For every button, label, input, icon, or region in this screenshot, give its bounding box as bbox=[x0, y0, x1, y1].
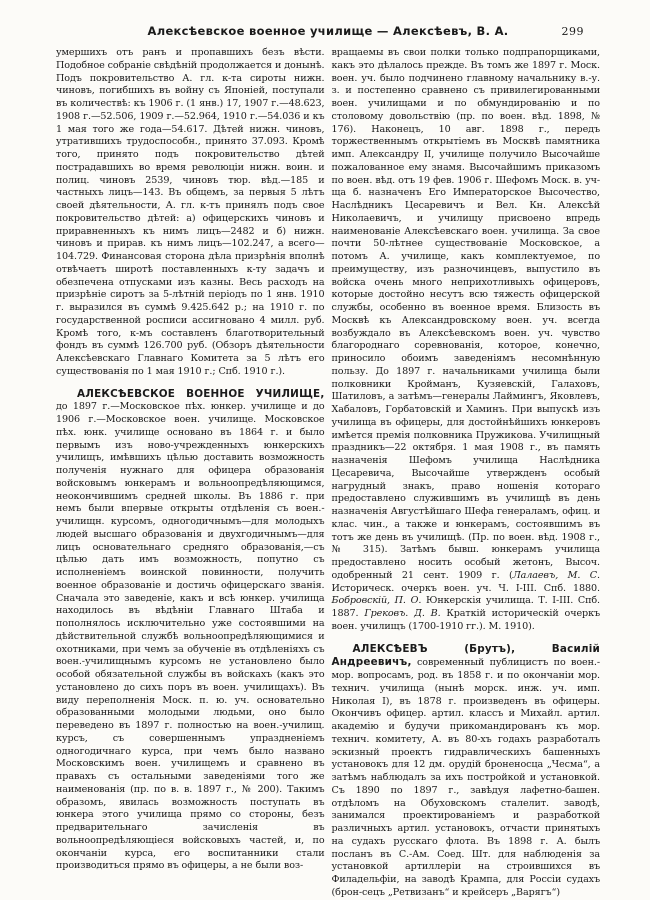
bibliography-author-bobrovsky: Бобровскій, П. О. bbox=[331, 595, 422, 607]
continuation-paragraph: умершихъ отъ ранъ и пропавшихъ безъ вѣсти. Подобное собраніе свѣдѣній продолжается и донынѣ. Подъ покровительство А. гл. к-та сироты нижн. чиновъ, погибшихъ въ войну съ Японіей, поступали въ количествѣ: къ 1906 г. (1 янв.) 17, 1907 г.—48.623, 1908 г.—52.506, 1909 г.—52.964, 1910 г.—54.036 и къ 1 мая того же года—54.617. Дѣтей нижн. чиновъ, утратившихъ трудоспособн., принято 37.093. Кромѣ того, принято подъ покровительство дѣтей пострадавшихъ во время революціи нижн. воин. и полиц. чиновъ 2539, чиновъ тюр. вѣд.—185 и частныхъ лицъ—143. Въ общемъ, за первыя 5 лѣтъ своей дѣятельности, А. гл. к-тъ принялъ подъ свое покровительство дѣтей: а) офицерскихъ чиновъ и приравненныхъ къ нимъ лицъ—2482 и б) нижн. чиновъ и прирав. къ нимъ лицъ—102.247, а всего—104.729. Финансовая сторона дѣла призрѣнія вполнѣ отвѣчаетъ широтѣ поставленныхъ к-ту задачъ и обезпечена отпусками изъ казны. Весь расходъ на призрѣніе сиротъ за 5-лѣтній періодъ по 1 янв. 1910 г. выразился въ суммѣ 9.425.642 р.; на 1910 г. по государственной росписи ассигновано 4 милл. руб. Кромѣ того, к-мъ составленъ благотворительный фондъ въ суммѣ 126.700 руб. (Обзоръ дѣятельности Алексѣевскаго Главнаго Комитета за 5 лѣтъ его существованія по 1 мая 1910 г.; Спб. 1910 г.). bbox=[56, 47, 325, 377]
right-column bbox=[332, 47, 601, 900]
entry-heading-alekseev: АЛЕКСѢЕВЪ (Брутъ), Василій Андреевичъ, bbox=[331, 642, 600, 669]
bibliography-text-2: Юнкерскія училища. Т. I-III. Спб. 1887. bbox=[331, 595, 601, 619]
text-columns bbox=[56, 47, 600, 900]
bibliography-text-3: Краткій историческій очеркъ воен. училищъ (1700-1910 гг.). М. 1910). bbox=[331, 608, 600, 632]
bibliography-author-lalaev: Лалаевъ, М. С. bbox=[512, 569, 600, 581]
article-alekseev-brut bbox=[332, 643, 601, 900]
entry-text-school-right-body: вращаемы въ свои полки только подпрапорщиками, какъ это дѣлалось прежде. Въ томъ же 1897 г. Моск. воен. уч. было подчинено главному начальнику в.-у. з. и постепенно сравнено съ привилегированными воен. училищами и по обмундированію и по столовому довольствію (пр. по воен. вѣд. 1898, № 176). Наконецъ, 10 авг. 1898 г., передъ торжественнымъ открытіемъ въ Москвѣ памятника имп. Александру II, училище получило Высочайше пожалованное ему знамя. Высочайшимъ приказомъ по воен. вѣд. отъ 19 фев. 1906 г. Шефомъ Моск. в. уч-ща б. назначенъ Его Императорское Высочество, Наслѣдникъ Цесаревичъ и Вел. Кн. Алексѣй Николаевичъ, и училищу присвоено впредь наименованіе Алексѣевскаго воен. училища. За свое почти 50-лѣтнее существованіе Московское, а потомъ А. училище, какъ комплектуемое, по преимуществу, изъ разночинцевъ, выпустило въ войска очень много неприхотливыхъ офицеровъ, которые достойно несутъ всю тяжесть офицерской службы, особенно въ военное время. Близость въ Москвѣ къ Александровскому воен. уч. всегда возбуждало въ Алексѣевскомъ воен. уч. чувство благороднаго соревнованія, которое, конечно, приносило обоимъ заведеніямъ несомнѣнную пользу. До 1897 г. начальниками училища были полковники Кройманъ, Кузяевскій, Галаховъ, Шатиловъ, а затѣмъ—генералы Лаймингъ, Яковлевъ, Хабаловъ, Горбатовскій и Хаминъ. При выпускѣ изъ училища въ офицеры, для достойнѣйшихъ юнкеровъ имѣется премія полковника Пружикова. Училищный праздникъ—22 октября. 1 мая 1908 г., въ память назначенія Шефомъ училища Наслѣдника Цесаревича, Высочайше утвержденъ особый нагрудный знакъ, право ношенія котораго предоставлено служившимъ въ училищѣ въ день назначенія Августѣйшаго Шефа генераламъ, офиц. и клас. чин., а также и юнкерамъ, состоявшимъ въ тотъ же день въ училищѣ. (Пр. по воен. вѣд. 1908 г., № 315). Затѣмъ бывш. юнкерамъ училища предоставлено носить особый жетонъ, Высоч. одобренный 21 сент. 1909 г. ( bbox=[331, 47, 600, 581]
running-title: Алексѣевское военное училище — Алексѣевъ, В. А. bbox=[147, 24, 509, 38]
page-number: 299 bbox=[561, 25, 584, 38]
entry-text-school-right bbox=[332, 47, 601, 634]
entry-heading-school: АЛЕКСѢЕВСКОЕ ВОЕННОЕ УЧИЛИЩЕ, bbox=[77, 387, 325, 400]
article-alekseevskoe-voennoe-uchilishche bbox=[56, 388, 325, 874]
page-header bbox=[56, 24, 600, 46]
entry-text-alekseev: современный публицистъ по воен.-мор. вопросамъ, род. въ 1858 г. и по окончаніи мор. технич. училища (нынѣ морск. инж. уч. имп. Николая I), въ 1878 г. произведенъ въ офицеры. Окончивъ офицер. артил. классъ и Михайл. артил. академію и будучи прикомандированъ къ мор. технич. комитету, А. въ 80-хъ годахъ разработалъ эскизный проектъ гидравлическихъ башенныхъ установокъ для 12 дм. орудій броненосца „Чесма“, а затѣмъ наблюдалъ за ихъ постройкой и установкой. Съ 1890 по 1897 г., завѣдуя лафетно-башен. отдѣломъ на Обуховскомъ сталелит. заводѣ, занимался проектированіемъ и разработкой различныхъ артил. установокъ, отчасти принятыхъ на судахъ русскаго флота. Въ 1898 г. А. былъ посланъ въ С.-Ам. Соед. Шт. для наблюденія за установкой артиллеріи на строившихся въ Филадельфіи, на заводѣ Крампа, для Россіи судахъ (брон-сецъ „Ретвизанъ“ и крейсеръ „Варягъ“) bbox=[331, 657, 600, 898]
bibliography-author-grekov: Грековъ. Д. В. bbox=[364, 608, 441, 619]
entry-text-school-left: до 1897 г.—Московское пѣх. юнкер. училище и до 1906 г.—Московское воен. училище. Московское пѣх. юнк. училище основано въ 1864 г. и было первымъ изъ ново-учрежденныхъ юнкерскихъ училищъ, имѣвшихъ цѣлью доставить возможность полученія нужнаго для офицера образованія войсковымъ юнкерамъ и вольноопредѣляющимся, неокончившимъ средней школы. Въ 1886 г. при немъ были впервые открыты отдѣленія съ воен.-училищн. курсомъ, одногодичнымъ—для молодыхъ людей высшаго образованія и двухгодичнымъ—для лицъ основательнаго средняго образованія,—съ цѣлью дать имъ возможность, попутно съ исполненіемъ воинской повинности, получить военное образованіе и достичь офицерскаго званія. Сначала это заведеніе, какъ и всѣ юнкер. училища находилось въ вѣдѣніи Главнаго Штаба и пополнялось исключительно уже состоявшими на дѣйствительной службѣ вольноопредѣляющимися и охотниками, при чемъ за обученіе въ отдѣленіяхъ съ воен.-училищнымъ курсомъ не установлено было особой обязательной службы въ войскахъ (какъ это установлено до сихъ поръ въ воен. училищахъ). Въ виду переполненія Моск. п. ю. уч. основательно образованными молодыми людьми, оно было переведено въ 1897 г. полностью на воен.-училищ. курсъ, съ совершеннымъ упраздненіемъ одногодичнаго курса, при чемъ было названо Московскимъ воен. училищемъ и сравнено въ правахъ съ остальными заведеніями того же наименованія (пр. по в. в. 1897 г., № 200). Такимъ образомъ, явилась возможность поступать въ юнкера этого училища прямо со стороны, безъ предварительнаго зачисленія въ вольноопредѣляющіеся войсковыхъ частей, и, по окончаніи курса, его воспитанники стали производиться прямо въ офицеры, а не были воз- bbox=[56, 401, 325, 872]
bibliography-text-1: Историческ. очеркъ воен. уч. Ч. I-III. Спб. 1880. bbox=[331, 582, 600, 594]
left-column bbox=[56, 47, 325, 900]
